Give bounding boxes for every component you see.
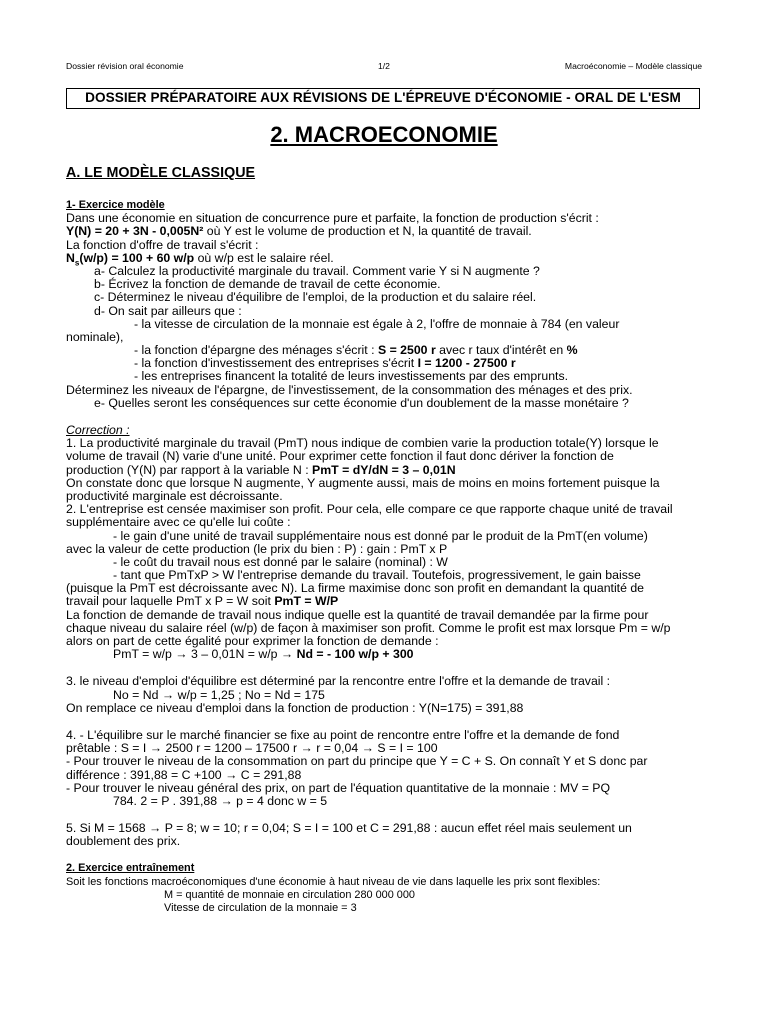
paragraph-line: On remplace ce niveau d'emploi dans la fonction de production : Y(N=175) = 391,88 <box>66 700 524 715</box>
paragraph-line: différence : 391,88 = C +100 → C = 291,88 <box>66 767 302 782</box>
paragraph-line: - tant que PmTxP > W l'entreprise demande du travail. Toutefois, progressivement, le gain baisse <box>113 568 641 583</box>
spacer <box>66 661 706 675</box>
header-page-number: 1/2 <box>378 61 390 71</box>
spacer <box>66 410 706 424</box>
paragraph-line: M = quantité de monnaie en circulation 280 000 000 <box>164 888 415 901</box>
paragraph-line <box>66 595 706 608</box>
paragraph-line: - le gain d'une unité de travail supplémentaire nous est donné par le produit de la PmT(en volume) <box>113 528 648 543</box>
question-d: d- On sait par ailleurs que : <box>94 303 242 318</box>
question-e: e- Quelles seront les conséquences sur cette économie d'un doublement de la masse monétaire ? <box>94 395 629 410</box>
spacer <box>66 848 706 862</box>
correction-title: Correction : <box>66 423 130 437</box>
paragraph-line: doublement des prix. <box>66 834 181 849</box>
question-b: b- Écrivez la fonction de demande de travail de cette économie. <box>94 277 441 292</box>
paragraph-line: 1. La productivité marginale du travail (PmT) nous indique de combien varie la production totale(Y) lorsque le <box>66 436 659 451</box>
paragraph-line: volume de travail (N) varie d'une unité. Pour exprimer cette fonction il faut donc dériver la fonction de <box>66 449 614 464</box>
paragraph-line: 3. le niveau d'emploi d'équilibre est déterminé par la rencontre entre l'offre et la demande de travail : <box>66 674 611 689</box>
savings-function: S = 2500 r <box>377 343 436 358</box>
paragraph-line: Soit les fonctions macroéconomiques d'une économie à haut niveau de vie dans laquelle les prix sont flexibles: <box>66 875 601 888</box>
exercise-1-title: 1- Exercice modèle <box>66 199 165 211</box>
question-d-item: - la vitesse de circulation de la monnaie est égale à 2, l'offre de monnaie à 784 (en valeur <box>134 316 620 331</box>
paragraph-line <box>66 225 706 238</box>
production-function: Y(N) = 20 + 3N - 0,005N² <box>66 224 204 239</box>
text-span: - la fonction d'investissement des entreprises s'écrit <box>134 356 418 371</box>
marginal-productivity-formula: PmT = dY/dN = 3 – 0,01N <box>312 462 456 477</box>
labor-demand-function: Nd = - 100 w/p + 300 <box>296 647 414 662</box>
percent-sign: % <box>566 343 578 358</box>
paragraph-line: Déterminez les niveaux de l'épargne, de l'investissement, de la consommation des ménages et des prix. <box>66 382 633 397</box>
text-span: PmT = w/p → 3 – 0,01N = w/p → <box>113 647 297 662</box>
question-a: a- Calculez la productivité marginale du travail. Comment varie Y si N augmente ? <box>94 263 540 278</box>
paragraph-line: - Pour trouver le niveau de la consommation on part du principe que Y = C + S. On connaît Y et S donc par <box>66 754 648 769</box>
paragraph-line: 5. Si M = 1568 → P = 8; w = 10; r = 0,04; S = I = 100 et C = 291,88 : aucun effet réel mais seulement un <box>66 821 632 836</box>
paragraph-line: productivité marginale est décroissante. <box>66 488 283 503</box>
document-body <box>66 199 706 915</box>
paragraph-line <box>66 464 706 477</box>
main-title: 2. MACROECONOMIE <box>270 122 498 147</box>
paragraph-line: 4. - L'équilibre sur le marché financier se fixe au point de rencontre entre l'offre et la demande de fond <box>66 727 620 742</box>
paragraph-line: alors on part de cette égalité pour exprimer la fonction de demande : <box>66 634 439 648</box>
text-span: avec r taux d'intérêt en <box>435 343 567 358</box>
paragraph-line: - Pour trouver le niveau général des prix, on part de l'équation quantitative de la monnaie : MV = PQ <box>66 780 611 795</box>
paragraph-line <box>66 648 706 661</box>
text-span: où Y est le volume de production et N, la quantité de travail. <box>203 224 532 239</box>
boxed-title: DOSSIER PRÉPARATOIRE AUX RÉVISIONS DE L'ÉPREUVE D'ÉCONOMIE - ORAL DE L'ESM <box>66 88 700 109</box>
paragraph-line: - le coût du travail nous est donné par le salaire (nominal) : W <box>113 554 448 569</box>
paragraph-line: On constate donc que lorsque N augmente, Y augmente aussi, mais de moins en moins fortement puisque la <box>66 475 660 490</box>
paragraph-line: No = Nd → w/p = 1,25 ; No = Nd = 175 <box>113 687 325 702</box>
text-span: travail pour laquelle PmT x P = W soit <box>66 594 275 609</box>
investment-function: I = 1200 - 27500 r <box>417 356 516 371</box>
paragraph-line: prêtable : S = I → 2500 r = 1200 – 17500 r → r = 0,04 → S = I = 100 <box>66 741 438 756</box>
header-left: Dossier révision oral économie <box>66 61 184 71</box>
question-d-item-cont: nominale), <box>66 329 124 344</box>
paragraph-line: 2. L'entreprise est censée maximiser son profit. Pour cela, elle compare ce que rapporte chaque unité de travail <box>66 502 673 517</box>
text-span: production (Y(N) par rapport à la variable N : <box>66 462 313 477</box>
text-span: - la fonction d'épargne des ménages s'écrit : <box>134 343 378 358</box>
paragraph-line: Dans une économie en situation de concurrence pure et parfaite, la fonction de production s'écrit : <box>66 211 599 226</box>
paragraph-line: chaque niveau du salaire réel (w/p) de façon à maximiser son profit. Comme le profit est max lorsque Pm = w/p <box>66 620 671 635</box>
labor-supply-symbol: N <box>66 250 75 265</box>
paragraph-line: La fonction de demande de travail nous indique quelle est la quantité de travail demandée par la firme pour <box>66 607 649 622</box>
question-c: c- Déterminez le niveau d'équilibre de l'emploi, de la production et du salaire réel. <box>94 290 537 305</box>
paragraph-line: (puisque la PmT est décroissante avec N). La firme maximise donc son profit en demandant la quantité de <box>66 581 645 596</box>
paragraph-line: supplémentaire avec ce qu'elle lui coûte : <box>66 515 291 530</box>
exercise-2-title: 2. Exercice entraînement <box>66 862 195 875</box>
text-span: où w/p est le salaire réel. <box>194 250 334 265</box>
spacer <box>66 715 706 729</box>
question-d-item: - les entreprises financent la totalité de leurs investissements par des emprunts. <box>134 369 569 384</box>
paragraph-line: 784. 2 = P . 391,88 → p = 4 donc w = 5 <box>113 793 328 808</box>
paragraph-line <box>66 250 706 268</box>
header-right: Macroéconomie – Modèle classique <box>564 61 702 71</box>
page-header <box>66 61 702 75</box>
labor-supply-subscript: s <box>74 258 80 268</box>
paragraph-line: La fonction d'offre de travail s'écrit : <box>66 237 259 252</box>
spacer <box>66 808 706 822</box>
profit-condition: PmT = W/P <box>274 594 339 609</box>
labor-supply-function: (w/p) = 100 + 60 w/p <box>79 250 195 265</box>
section-title: A. LE MODÈLE CLASSIQUE <box>66 165 256 181</box>
paragraph-line: Vitesse de circulation de la monnaie = 3 <box>164 901 357 914</box>
paragraph-line: avec la valeur de cette production (le prix du bien : P) : gain : PmT x P <box>66 541 448 556</box>
